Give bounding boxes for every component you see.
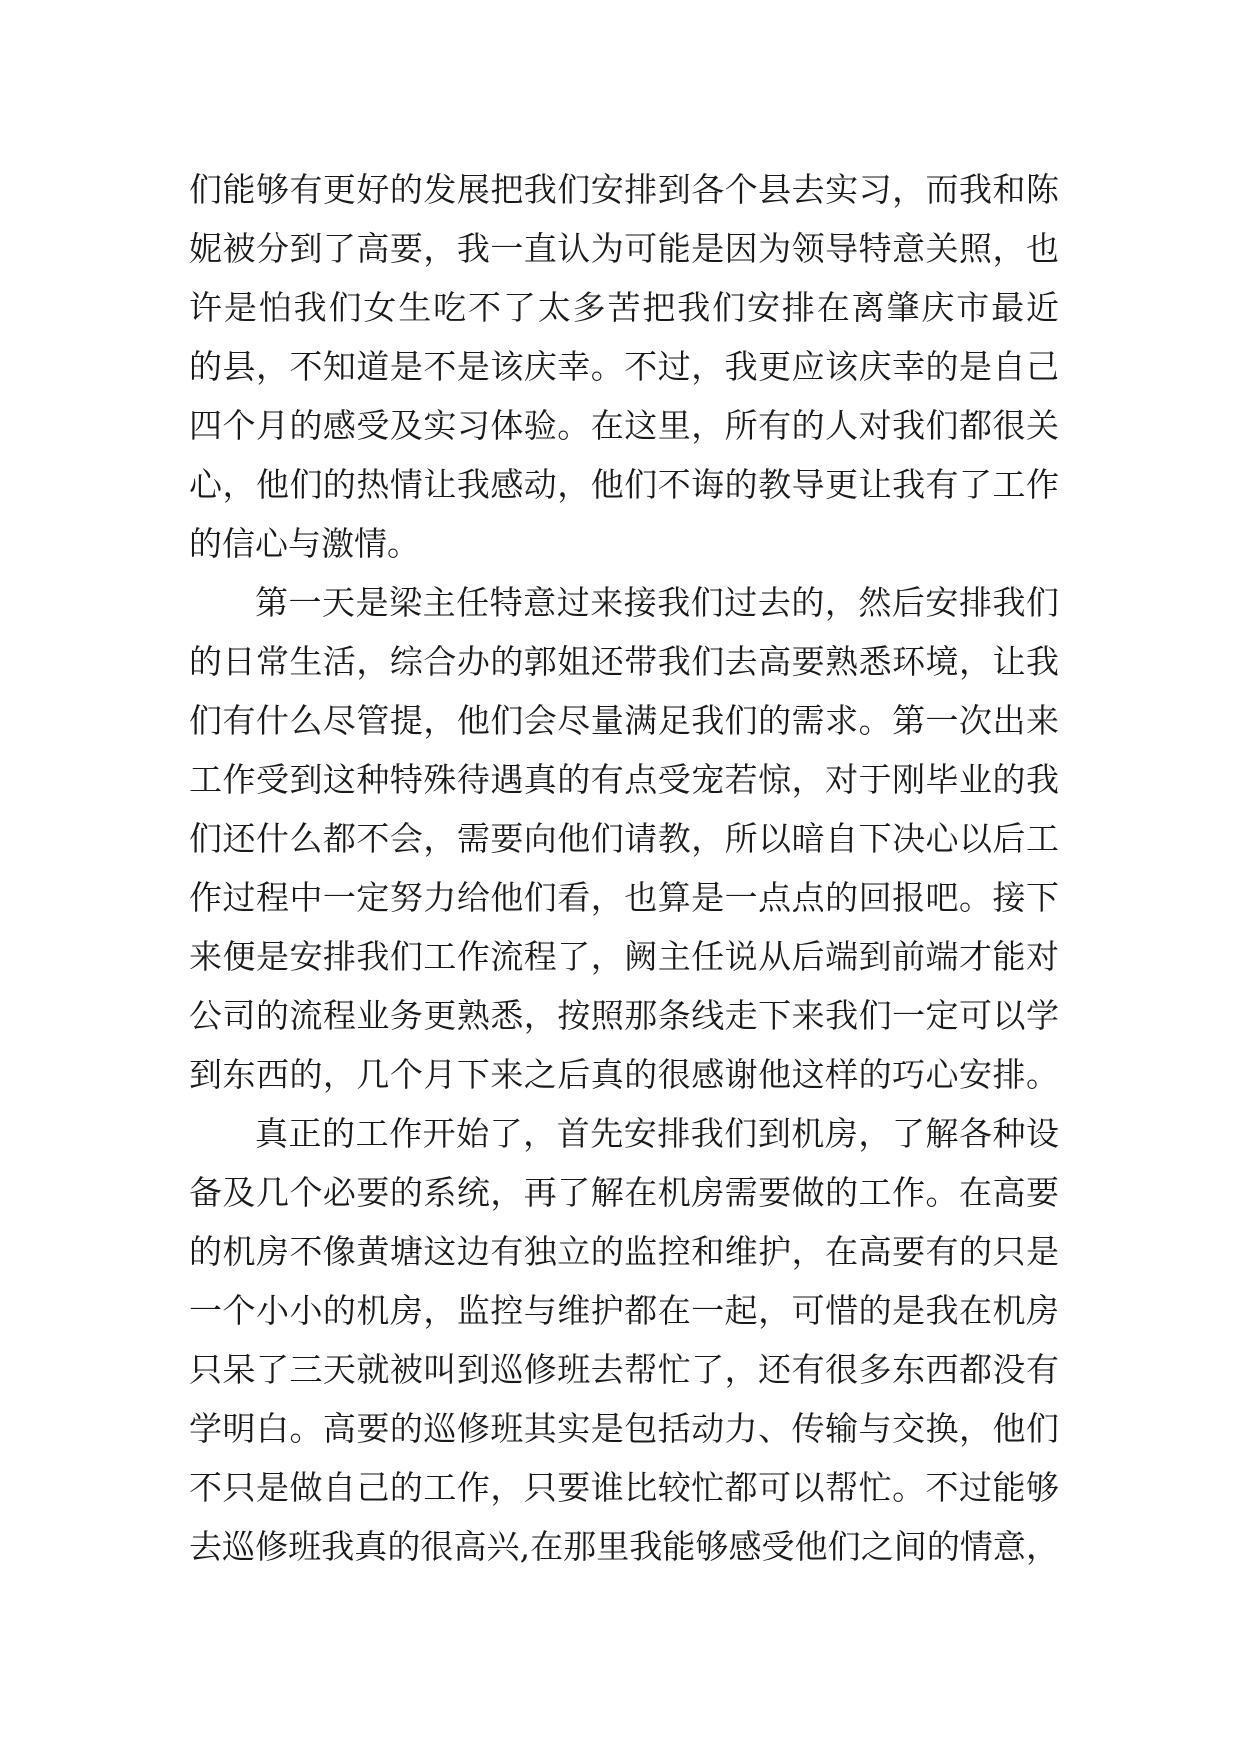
text-line: 不只是做自己的工作，只要谁比较忙都可以帮忙。不过能够 [189, 1468, 1059, 1507]
text-line: 妮被分到了高要，我一直认为可能是因为领导特意关照，也 [189, 229, 1059, 268]
text-line: 四个月的感受及实习体验。在这里，所有的人对我们都很关 [189, 406, 1059, 445]
body-text [189, 160, 1059, 1576]
text-line: 心，他们的热情让我感动，他们不诲的教导更让我有了工作 [189, 465, 1059, 504]
text-line: 的县，不知道是不是该庆幸。不过，我更应该庆幸的是自己 [189, 347, 1059, 386]
text-line: 只呆了三天就被叫到巡修班去帮忙了，还有很多东西都没有 [189, 1350, 1059, 1389]
text-line: 的日常生活，综合办的郭姐还带我们去高要熟悉环境，让我 [189, 642, 1059, 681]
text-line: 们还什么都不会，需要向他们请教，所以暗自下决心以后工 [189, 819, 1059, 858]
text-line: 一个小小的机房，监控与维护都在一起，可惜的是我在机房 [189, 1291, 1059, 1330]
text-line: 们能够有更好的发展把我们安排到各个县去实习，而我和陈 [189, 170, 1059, 209]
text-line: 学明白。高要的巡修班其实是包括动力、传输与交换，他们 [189, 1409, 1059, 1448]
text-line: 备及几个必要的系统，再了解在机房需要做的工作。在高要 [189, 1173, 1059, 1212]
text-line: 工作受到这种特殊待遇真的有点受宠若惊，对于刚毕业的我 [189, 760, 1059, 799]
text-line: 许是怕我们女生吃不了太多苦把我们安排在离肇庆市最近 [189, 288, 1059, 327]
text-line: 作过程中一定努力给他们看，也算是一点点的回报吧。接下 [189, 878, 1059, 917]
text-line: 来便是安排我们工作流程了，阙主任说从后端到前端才能对 [189, 937, 1059, 976]
text-line: 真正的工作开始了，首先安排我们到机房，了解各种设 [255, 1114, 1059, 1153]
text-line: 的机房不像黄塘这边有独立的监控和维护，在高要有的只是 [189, 1232, 1059, 1271]
text-line: 们有什么尽管提，他们会尽量满足我们的需求。第一次出来 [189, 701, 1059, 740]
text-line: 的信心与激情。 [189, 524, 420, 563]
text-line: 去巡修班我真的很高兴,在那里我能够感受他们之间的情意， [189, 1527, 1059, 1566]
text-line: 到东西的，几个月下来之后真的很感谢他这样的巧心安排。 [189, 1055, 1059, 1094]
text-line: 公司的流程业务更熟悉，按照那条线走下来我们一定可以学 [189, 996, 1059, 1035]
text-line: 第一天是梁主任特意过来接我们过去的，然后安排我们 [255, 583, 1059, 622]
